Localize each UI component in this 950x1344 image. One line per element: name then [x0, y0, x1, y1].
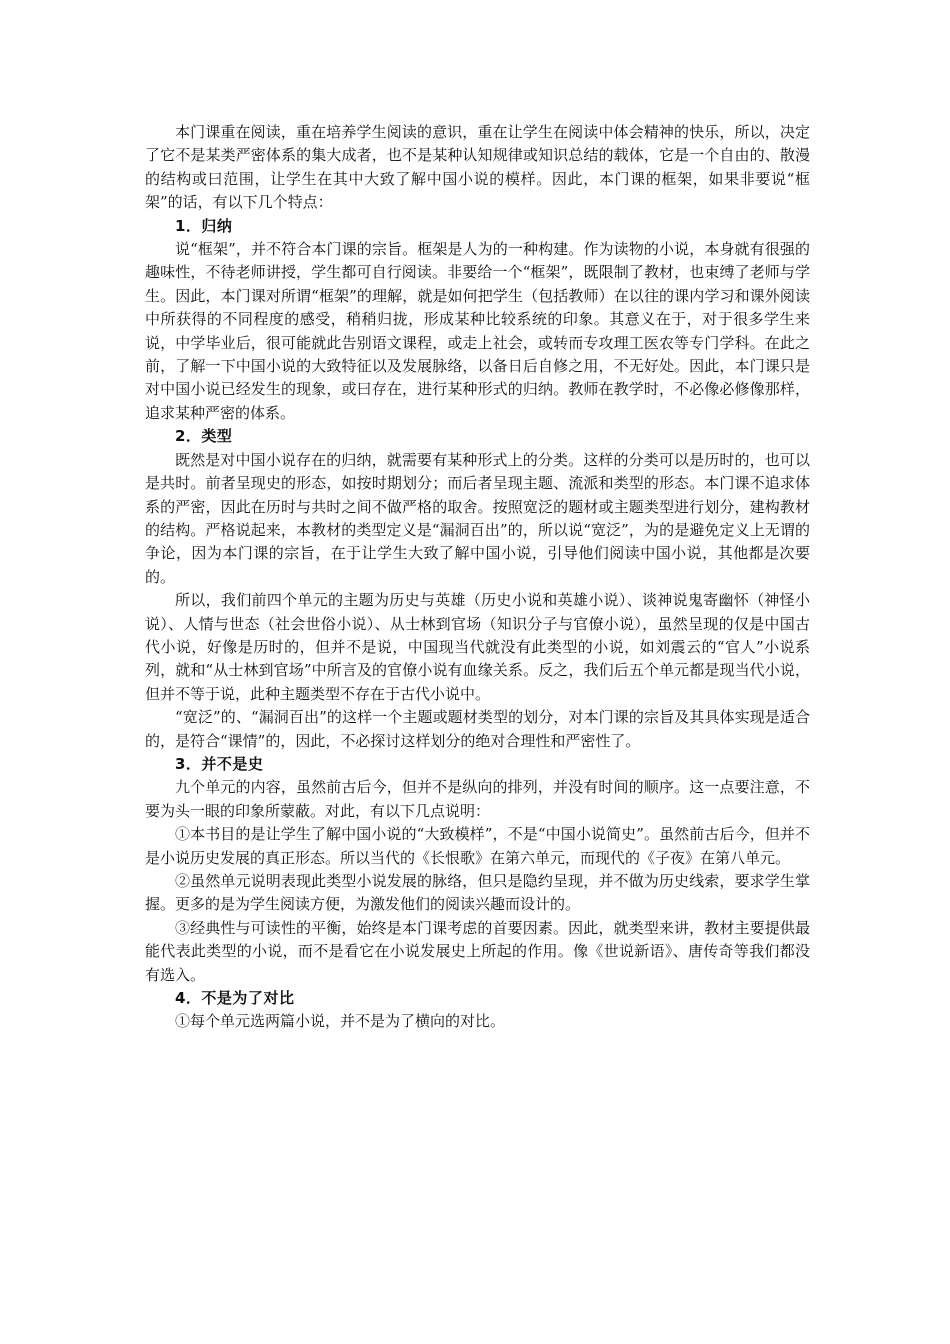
types-paragraph-2: 所以，我们前四个单元的主题为历史与英雄（历史小说和英雄小说）、谈神说鬼寄幽怀（神怪小说）、人情与世态（社会世俗小说）、从士林到官场（知识分子与官僚小说），虽然呈现的仅是中国古代小说，好像是历时的，但并不是说，中国现当代就没有此类型的小说，如刘震云的“官人”小说系列，就和“从士林到官场”中所言及的官僚小说有血缘关系。反之，我们后五个单元都是现当代小说，但并不等于说，此种主题类型不存在于古代小说中。 — [145, 591, 810, 703]
not-history-item-1: ①本书目的是让学生了解中国小说的“大致模样”，不是“中国小说简史”。虽然前古后今，但并不是小说历史发展的真正形态。所以当代的《长恨歌》在第六单元，而现代的《子夜》在第八单元。 — [145, 825, 810, 867]
not-history-item-3: ③经典性与可读性的平衡，始终是本门课考虑的首要因素。因此，就类型来讲，教材主要提供最能代表此类型的小说，而不是看它在小说发展史上所起的作用。像《世说新语》、唐传奇等我们都没有选入。 — [145, 918, 810, 984]
not-comparison-item-1: ①每个单元选两篇小说，并不是为了横向的对比。 — [175, 1012, 506, 1031]
not-history-item-2: ②虽然单元说明表现此类型小说发展的脉络，但只是隐约呈现，并不做为历史线索，要求学生掌握。更多的是为学生阅读方便，为激发他们的阅读兴趣而设计的。 — [145, 872, 810, 914]
not-history-paragraph-1: 九个单元的内容，虽然前古后今，但并不是纵向的排列，并没有时间的顺序。这一点要注意，不要为头一眼的印象所蒙蔽。对此，有以下几点说明： — [145, 778, 810, 820]
section-heading-not-history: 3．并不是史 — [175, 754, 264, 773]
induction-paragraph: 说“框架”，并不符合本门课的宗旨。框架是人为的一种构建。作为读物的小说，本身就有很强的趣味性，不待老师讲授，学生都可自行阅读。非要给一个“框架”，既限制了教材，也束缚了老师与学生。因此，本门课对所谓“框架”的理解，就是如何把学生（包括教师）在以往的课内学习和课外阅读中所获得的不同程度的感受，稍稍归拢，形成某种比较系统的印象。其意义在于，对于很多学生来说，中学毕业后，很可能就此告别语文课程，或走上社会，或转而专攻理工医农等专门学科。在此之前，了解一下中国小说的大致特征以及发展脉络，以备日后自修之用，不无好处。因此，本门课只是对中国小说已经发生的现象，或曰存在，进行某种形式的归纳。教师在教学时，不必像必修像那样，追求某种严密的体系。 — [145, 240, 810, 422]
types-paragraph-1: 既然是对中国小说存在的归纳，就需要有某种形式上的分类。这样的分类可以是历时的，也可以是共时。前者呈现史的形态，如按时期划分；而后者呈现主题、流派和类型的形态。本门课不追求体系的严密，因此在历时与共时之间不做严格的取舍。按照宽泛的题材或主题类型进行划分，建构教材的结构。严格说起来，本教材的类型定义是“漏洞百出”的，所以说“宽泛”，为的是避免定义上无谓的争论，因为本门课的宗旨，在于让学生大致了解中国小说，引导他们阅读中国小说，其他都是次要的。 — [145, 450, 810, 586]
types-paragraph-3: “宽泛”的、“漏洞百出”的这样一个主题或题材类型的划分，对本门课的宗旨及其具体实现是适合的，是符合“课情”的，因此，不必探讨这样划分的绝对合理性和严密性了。 — [145, 708, 810, 750]
section-heading-types: 2．类型 — [175, 427, 233, 446]
document-body — [145, 121, 810, 1034]
section-heading-not-comparison: 4．不是为了对比 — [175, 989, 295, 1008]
section-heading-induction: 1．归纳 — [175, 216, 233, 235]
intro-paragraph: 本门课重在阅读，重在培养学生阅读的意识，重在让学生在阅读中体会精神的快乐，所以，决定了它不是某类严密体系的集大成者，也不是某种认知规律或知识总结的载体，它是一个自由的、散漫的结构或曰范围，让学生在其中大致了解中国小说的模样。因此，本门课的框架，如果非要说“框架”的话，有以下几个特点： — [145, 123, 810, 212]
